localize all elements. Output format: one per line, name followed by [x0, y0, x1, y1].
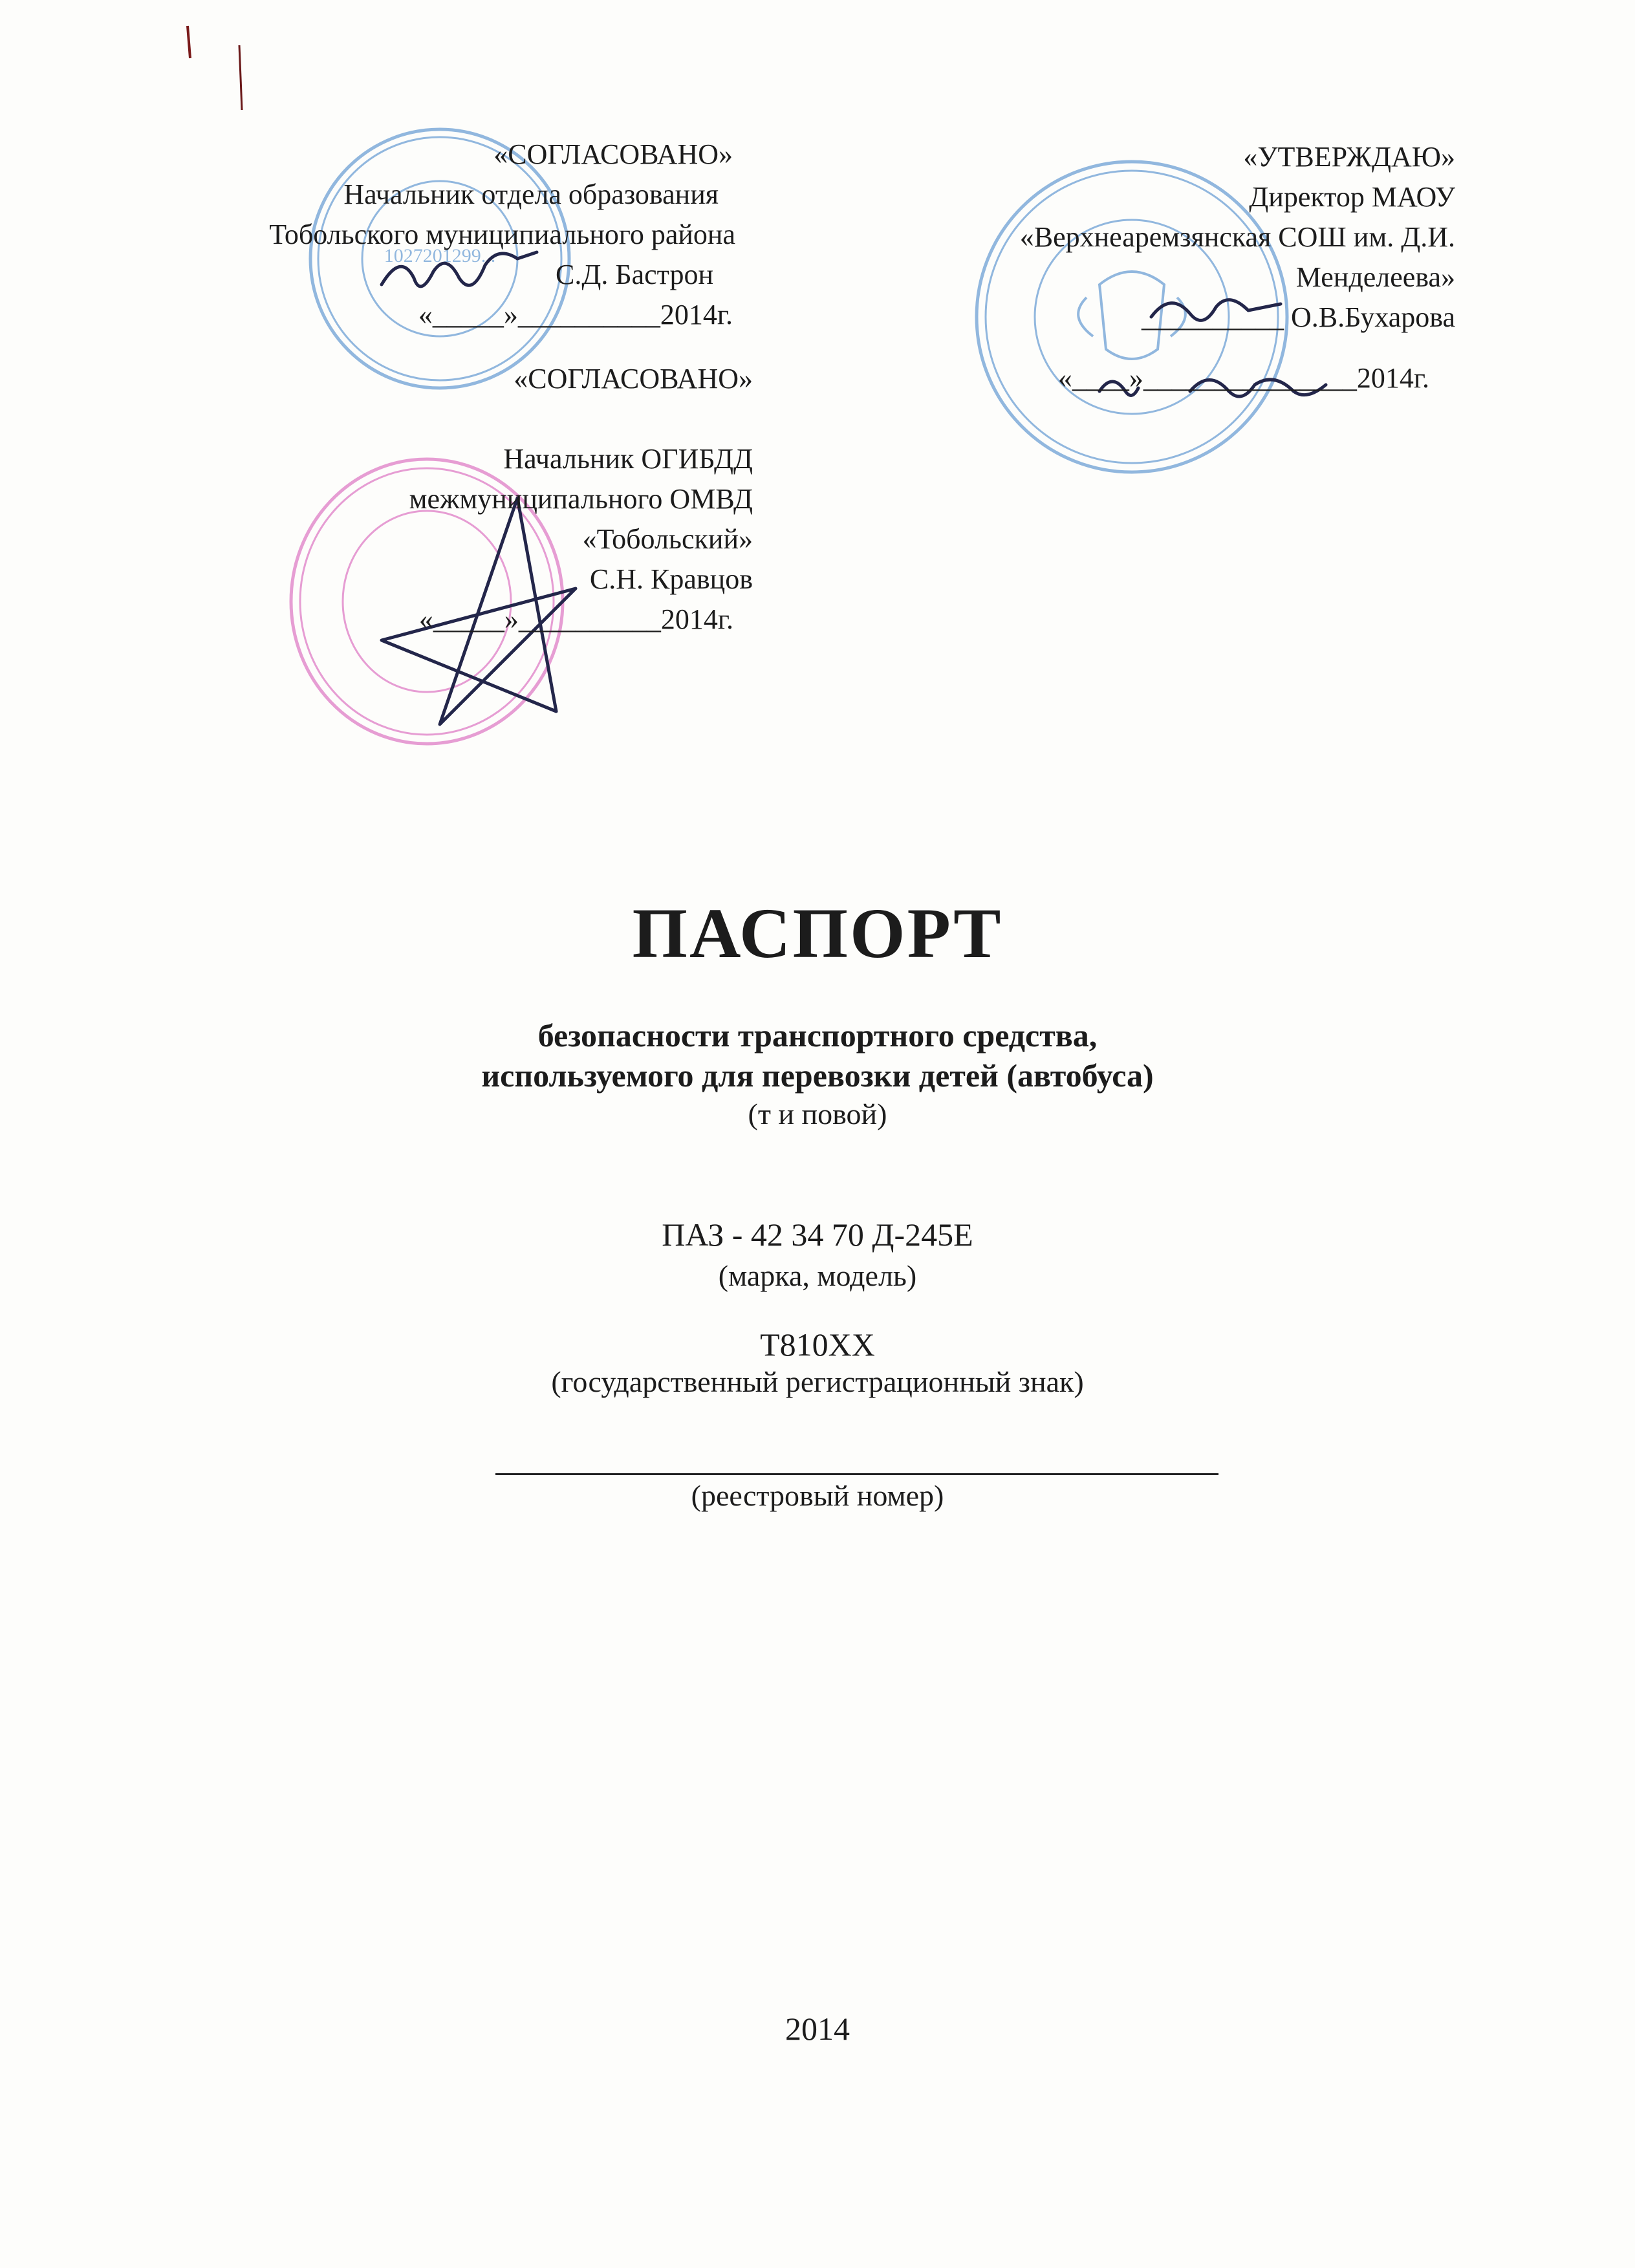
approver-position: Директор МАОУ [1249, 181, 1455, 213]
approver-organization: межмуниципального ОМВД [409, 483, 753, 515]
approver-name: С.Д. Бастрон [556, 259, 713, 290]
approver-organization-2: Менделеева» [1295, 261, 1455, 293]
vehicle-plate: Т810ХХ [760, 1326, 875, 1363]
subtitle-line-2: используемого для перевозки детей (автобуса) [481, 1057, 1154, 1094]
svg-text:1027201299...: 1027201299... [384, 245, 496, 266]
approval-date-line: «____»_______________2014г. [1057, 362, 1429, 394]
plate-caption: (государственный регистрационный знак) [551, 1365, 1084, 1398]
approver-position: Начальник отдела образования [343, 178, 719, 210]
subtitle-line-1: безопасности транспортного средства, [537, 1017, 1098, 1053]
document-title: ПАСПОРТ [632, 894, 1003, 973]
scan-mark [175, 19, 259, 136]
approval-date-line: «_____»__________2014г. [418, 603, 733, 635]
registry-number-line [495, 1473, 1218, 1475]
document-year: 2014 [785, 2011, 850, 2047]
approval-block-education [269, 135, 733, 335]
approver-name-line: __________ О.В.Бухарова [1142, 301, 1455, 333]
registry-caption: (реестровый номер) [691, 1479, 944, 1512]
vehicle-model: ПАЗ - 42 34 70 Д-245Е [662, 1216, 973, 1253]
approver-organization-2: «Тобольский» [582, 523, 753, 555]
document-subtitle [0, 1015, 1635, 1096]
approval-block-director [1020, 137, 1455, 398]
approval-label: «СОГЛАСОВАНО» [514, 363, 753, 394]
model-caption: (марка, модель) [718, 1259, 917, 1292]
approver-organization: «Верхнеаремзянская СОШ им. Д.И. [1019, 221, 1455, 253]
approver-organization: Тобольского муниципиального района [269, 219, 735, 250]
approval-block-gibdd [409, 359, 753, 640]
approver-position: Начальник ОГИБДД [503, 443, 753, 475]
approver-name: С.Н. Кравцов [589, 563, 753, 595]
type-note: (т и повой) [748, 1097, 887, 1130]
approval-label: «СОГЛАСОВАНО» [493, 138, 733, 170]
approval-date-line: «_____»__________2014г. [418, 299, 733, 330]
approval-label: «УТВЕРЖДАЮ» [1243, 141, 1455, 173]
